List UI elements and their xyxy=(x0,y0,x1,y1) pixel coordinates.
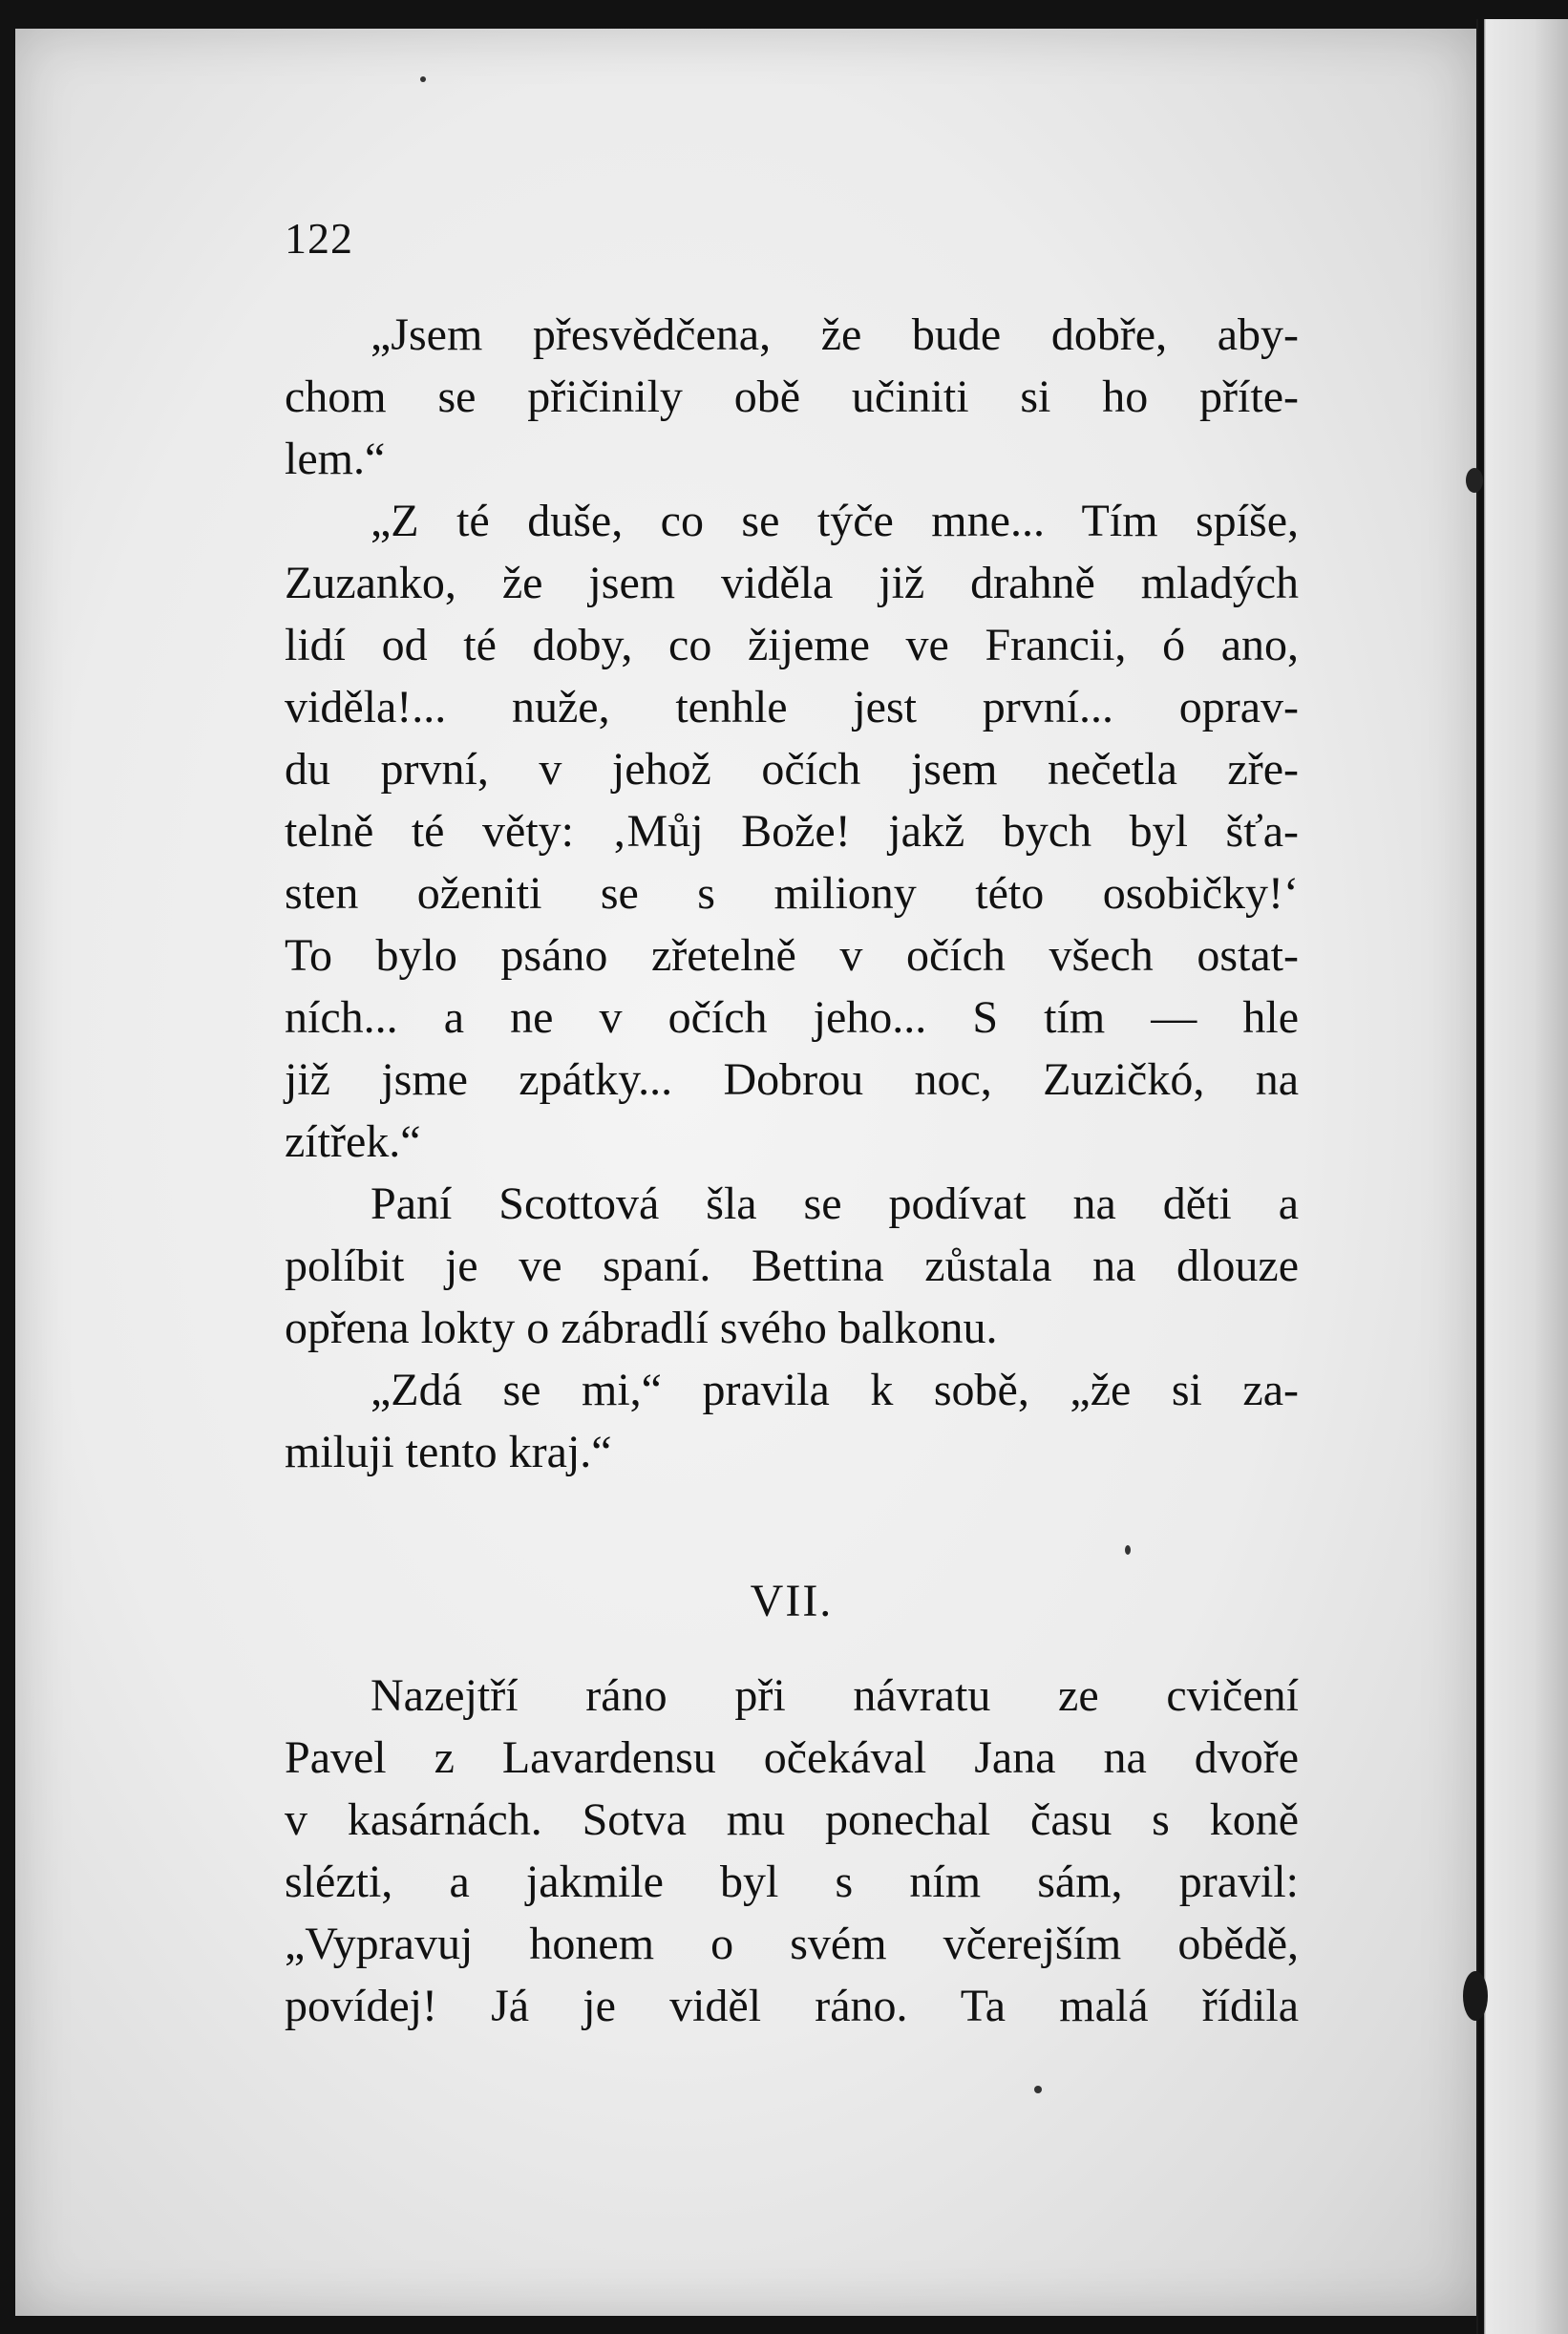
text-line: sten oženiti se s miliony této osobičky!‘ xyxy=(285,868,1299,919)
text-line: Pavel z Lavardensu očekával Jana na dvoře xyxy=(285,1732,1299,1783)
text-line: chom se přičinily obě učiniti si ho příte- xyxy=(285,371,1299,422)
text-line: Paní Scottová šla se podívat na děti a xyxy=(371,1178,1299,1229)
chapter-heading: VII. xyxy=(750,1576,834,1626)
text-line: povídej! Já je viděl ráno. Ta malá řídila xyxy=(285,1981,1299,2031)
scan-speck xyxy=(1466,468,1483,493)
text-line: ních... a ne v očích jeho... S tím — hle xyxy=(285,992,1299,1043)
next-page-edge xyxy=(1476,19,1568,2334)
scan-speck xyxy=(1034,2086,1042,2093)
text-line: opřena lokty o zábradlí svého balkonu. xyxy=(285,1303,998,1353)
text-line: v kasárnách. Sotva mu ponechal času s koně xyxy=(285,1794,1299,1845)
text-line: telně té věty: ‚Můj Bože! jakž bych byl šťa- xyxy=(285,806,1299,857)
text-line: To bylo psáno zřetelně v očích všech ostat- xyxy=(285,930,1299,981)
text-line: zítřek.“ xyxy=(285,1116,421,1167)
text-line: „Zdá se mi,“ pravila k sobě, „že si za- xyxy=(371,1365,1299,1415)
scan-speck xyxy=(1125,1545,1131,1555)
scan-speck xyxy=(1463,1971,1488,2021)
text-line: „Jsem přesvědčena, že bude dobře, aby- xyxy=(371,309,1299,360)
text-line: slézti, a jakmile byl s ním sám, pravil: xyxy=(285,1857,1299,1907)
scan-speck xyxy=(420,76,426,82)
text-line: viděla!... nuže, tenhle jest první... oprav- xyxy=(285,682,1299,732)
text-line: lidí od té doby, co žijeme ve Francii, ó ano, xyxy=(285,620,1299,670)
text-line: Zuzanko, že jsem viděla již drahně mladých xyxy=(285,558,1299,608)
text-line: „Vypravuj honem o svém včerejším obědě, xyxy=(285,1919,1299,1969)
text-line: Nazejtří ráno při návratu ze cvičení xyxy=(371,1670,1299,1721)
text-line: du první, v jehož očích jsem nečetla zře- xyxy=(285,744,1299,795)
text-line: „Z té duše, co se týče mne... Tím spíše, xyxy=(371,496,1299,546)
page-number: 122 xyxy=(285,214,353,263)
text-line: políbit je ve spaní. Bettina zůstala na dlouze xyxy=(285,1241,1299,1291)
text-line: již jsme zpátky... Dobrou noc, Zuzičkó, na xyxy=(285,1054,1299,1105)
text-line: miluji tento kraj.“ xyxy=(285,1427,612,1477)
text-line: lem.“ xyxy=(285,434,386,484)
